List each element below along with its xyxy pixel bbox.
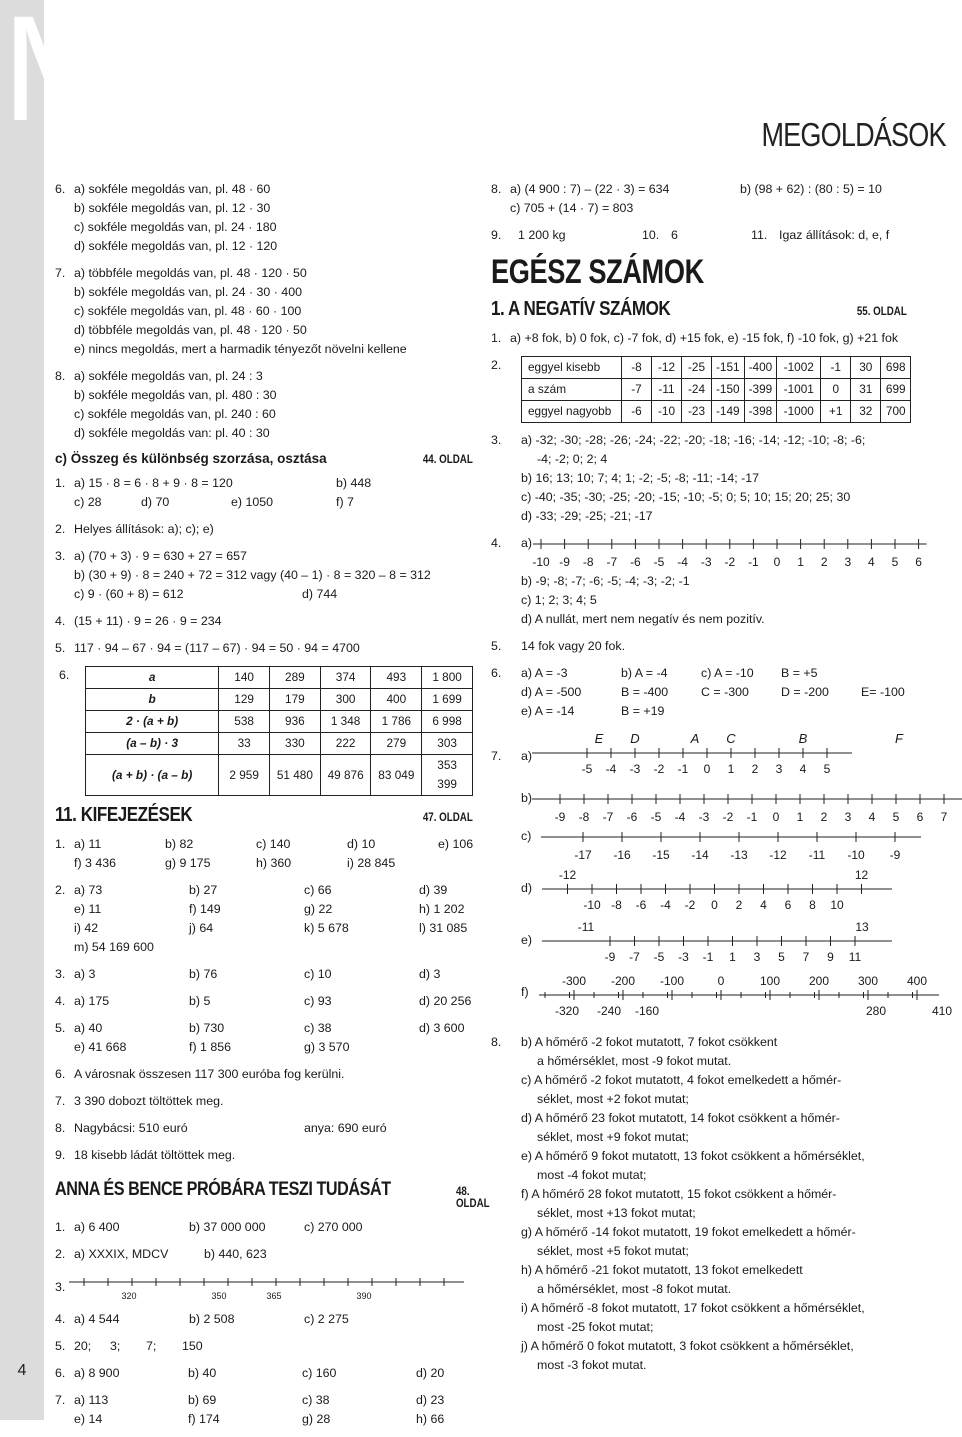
tick-label: 9 [827, 950, 834, 964]
table-cell: 303 [422, 733, 473, 755]
exercise-c2: 2. Helyes állítások: a); c); e) [55, 522, 214, 536]
tick-label: -5 [650, 810, 662, 824]
tick-label: 280 [865, 1004, 886, 1018]
point-letter: A [690, 731, 700, 746]
answer-line: j) A hőmérő 0 fokot mutatott, 3 fokot csökkent a hőmérséklet, [521, 1339, 854, 1353]
table-cell: 400 [371, 689, 422, 711]
table-cell: -10 [652, 401, 682, 423]
tick-label: -12 [558, 868, 577, 882]
tick-label: -9 [889, 848, 901, 862]
table-cell: -24 [682, 379, 712, 401]
exercise-n7: 7. a) -5 -4 -3 -2 -1 0 1 2 3 4 5 E D A C B F b) -9 -8 -7 -6 -5 -4 -3 -2 -1 0 1 2 3 4 5 6 7 c) -17 -16 -15 -14 -13 -12 -11 -10 -9 d) -12 12 -10 -8 -6 -4 -2 0 2 4 6 8 10 e) -11 13 -9 -7 -5 -3 -1 1 3 5 7 9 11 f) -300 -200 -100 0 100 200 300 400 -320 -240 -160 280 410 [491, 729, 953, 1025]
tick-label: 2 [820, 555, 828, 569]
tick-label: -3 [700, 555, 712, 569]
tick-label: -9 [554, 810, 566, 824]
table-cell: -11 [652, 379, 682, 401]
tick-label: -3 [629, 762, 641, 776]
exercise-r9-11: 9. 1 200 kg 10. 6 11. Igaz állítások: d, e, f [491, 228, 890, 242]
answer-line: b) A hőmérő -2 fokot mutatott, 7 fokot csökkent [521, 1035, 778, 1049]
table-cell: -151 [712, 357, 745, 379]
table-row [86, 711, 473, 733]
exercise-k5: 5. a) 40 b) 730 c) 38 d) 3 600 e) 41 668 f) 1 856 g) 3 570 [55, 1021, 465, 1054]
tick-label: -5 [581, 762, 593, 776]
answer-line: i) A hőmérő -8 fokot mutatott, 17 fokot csökkent a hőmérséklet, [521, 1301, 865, 1315]
chapter-title: EGÉSZ SZÁMOK [491, 253, 704, 291]
tick-label: -11 [809, 848, 826, 862]
table-cell: -6 [622, 401, 652, 423]
exercise-c6: 6. a 140 289 374 493 1 800 b 129 179 300 400 1 699 2 · (a + b) 538 936 1 348 1 786 6 998 (a – b) · 3 33 330 222 279 303 (a + b) · (a – b) 2 959 51 480 49 876 83 049 353 399 [55, 666, 473, 796]
tick-label: -1 [748, 555, 759, 569]
exercise-c5: 5. 117 · 94 – 67 · 94 = (117 – 67) · 94 = 50 · 94 = 4700 [55, 641, 360, 655]
tick-label: 3 [844, 555, 852, 569]
table-cell: -23 [682, 401, 712, 423]
table-cell: 700 [881, 401, 911, 423]
answer-line: séklet, most +13 fokot mutat; [537, 1206, 696, 1220]
table-cell: 6 998 [422, 711, 473, 733]
table-cell: 33 [219, 733, 270, 755]
tick-label: -15 [652, 848, 670, 862]
number-line-e [532, 917, 962, 967]
answer-line: most -25 fokot mutat; [537, 1320, 654, 1334]
table-cell: 353 399 [422, 755, 473, 796]
exercise-c3: 3. a) (70 + 3) · 9 = 630 + 27 = 657 b) (30 + 9) · 8 = 240 + 72 = 312 vagy (40 – 1) · 8 = 320 – 8 = 312 c) 9 · (60 + 8) = 612 d) 744 [55, 549, 431, 601]
answer-line: f) A hőmérő 28 fokot mutatott, 15 fokot csökkent a hőmér- [521, 1187, 837, 1201]
row-header: b [86, 689, 219, 711]
number-line-a [532, 729, 962, 787]
table-cell: -25 [682, 357, 712, 379]
answer-line: séklet, most +5 fokot mutat; [537, 1244, 689, 1258]
row-header: a szám [522, 379, 622, 401]
answer-line: d) A hőmérő 23 fokot mutatott, 14 fokot csökkent a hőmér- [521, 1111, 840, 1125]
number-line-row-b [521, 789, 953, 825]
point-letter: E [594, 731, 604, 746]
tick-label: 410 [931, 1004, 952, 1018]
row-header: (a + b) · (a – b) [86, 755, 219, 796]
tick-label: 2 [735, 898, 743, 912]
table-cell: 129 [219, 689, 270, 711]
tick-label: 0 [772, 810, 780, 824]
tick-label: 6 [916, 810, 924, 824]
exercise-r8: 8. a) (4 900 : 7) – (22 · 3) = 634 b) (98 + 62) : (80 : 5) = 10 c) 705 + (14 · 7) = 803 [491, 182, 882, 215]
answer-line: séklet, most +2 fokot mutat; [537, 1092, 689, 1106]
table-cell: 493 [371, 667, 422, 689]
exercise-a3: 3. 320 350 365 390 [55, 1272, 473, 1302]
tick-label: 5 [778, 950, 785, 964]
table-cell: 1 786 [371, 711, 422, 733]
tick-label: -7 [629, 950, 640, 964]
tick-label: -12 [769, 848, 787, 862]
exercise-a7: 7. a) 113 b) 69 c) 38 d) 23 e) 14 f) 174 g) 28 h) 66 [55, 1393, 445, 1426]
exercise-8: 8. a) sokféle megoldás van, pl. 24 : 3 b) sokféle megoldás van, pl. 480 : 30 c) sokféle megoldás van, pl. 240 : 60 d) sokféle megoldás van: pl. 40 : 30 [55, 369, 277, 440]
tick-label: -1 [746, 810, 758, 824]
table-cell: +1 [821, 401, 851, 423]
table-cell: -7 [622, 379, 652, 401]
tick-label: 13 [855, 920, 869, 934]
tick-label: -14 [691, 848, 709, 862]
tick-label: -2 [722, 810, 734, 824]
tick-label: -9 [604, 950, 616, 964]
table-cell: 140 [219, 667, 270, 689]
table-cell: -398 [744, 401, 777, 423]
tick-label: -8 [582, 555, 594, 569]
tick-label: -11 [577, 920, 595, 934]
section-header-negative: 1. A NEGATÍV SZÁMOK 55. OLDAL [491, 298, 907, 320]
tick-label: 390 [356, 1291, 372, 1301]
answer-line: most -4 fokot mutat; [537, 1168, 647, 1182]
answer-line: séklet, most +9 fokot mutat; [537, 1130, 689, 1144]
tick-label: -160 [634, 1004, 659, 1018]
table-cell: -400 [744, 357, 777, 379]
table-cell: -399 [744, 379, 777, 401]
tick-label: 0 [711, 898, 718, 912]
exercise-k7: 7. 3 390 dobozt töltöttek meg. [55, 1094, 224, 1108]
section-header-c: c) Összeg és különbség szorzása, osztása 44. OLDAL [55, 451, 473, 466]
exercise-c4: 4. (15 + 11) · 9 = 26 · 9 = 234 [55, 614, 222, 628]
tick-label: 0 [717, 974, 724, 988]
row-header: eggyel kisebb [522, 357, 622, 379]
tick-label: 1 [797, 555, 804, 569]
exercise-k2: 2. a) 73 b) 27 c) 66 d) 39 e) 11 f) 149 g) 22 h) 1 202 i) 42 j) 64 k) 5 678 l) 31 085 m) 54 169 600 [55, 883, 468, 954]
table-row [86, 667, 473, 689]
tick-label: -5 [653, 950, 665, 964]
tick-label: 6 [784, 898, 792, 912]
part-label: b) [521, 791, 533, 805]
tick-label: -6 [626, 810, 638, 824]
tick-label: 7 [802, 950, 810, 964]
exercise-a5: 5. 20; 3; 7; 150 [55, 1339, 203, 1353]
tick-label: -8 [578, 810, 590, 824]
answer-line: c) A hőmérő -2 fokot mutatott, 4 fokot emelkedett a hőmér- [521, 1073, 842, 1087]
tick-label: 4 [760, 898, 767, 912]
exercise-n1: 1. a) +8 fok, b) 0 fok, c) -7 fok, d) +15 fok, e) -15 fok, f) -10 fok, g) +21 fok [491, 331, 899, 345]
sidebar-strip [0, 0, 121, 1420]
tick-label: 400 [906, 974, 927, 988]
exercise-a1: 1. a) 6 400 b) 37 000 000 c) 270 000 [55, 1220, 363, 1234]
tick-label: -200 [610, 974, 635, 988]
tick-label: 11 [848, 950, 862, 964]
part-label: d) [521, 881, 533, 895]
exercise-k6: 6. A városnak összesen 117 300 euróba fog kerülni. [55, 1067, 345, 1081]
number-line-row-a [521, 729, 953, 787]
table-cell: -1000 [777, 401, 821, 423]
tick-label: -100 [659, 974, 684, 988]
table-cell: 936 [270, 711, 321, 733]
left-column [55, 180, 490, 1437]
tick-label: 3 [775, 762, 783, 776]
tick-label: 365 [266, 1291, 282, 1301]
exercise-k3: 3. a) 3 b) 76 c) 10 d) 3 [55, 967, 441, 981]
table-cell: 1 800 [422, 667, 473, 689]
point-letter: C [726, 731, 736, 746]
tick-label: 3 [753, 950, 761, 964]
table-cell: 330 [270, 733, 321, 755]
number-line-row-d [521, 865, 953, 915]
table-cell: 300 [320, 689, 371, 711]
part-label: e) [521, 933, 533, 947]
row-header: (a – b) · 3 [86, 733, 219, 755]
table-row [522, 401, 911, 423]
tick-label: -17 [574, 848, 592, 862]
tick-label: -4 [677, 555, 688, 569]
tick-label: -240 [596, 1004, 621, 1018]
page-number: 4 [17, 1362, 27, 1379]
tick-label: -3 [698, 810, 710, 824]
table-cell: -1002 [777, 357, 821, 379]
exercise-k1: 1. a) 11 b) 82 c) 140 d) 10 e) 106 f) 3 436 g) 9 175 h) 360 i) 28 845 [55, 837, 474, 870]
tick-label: -10 [532, 555, 550, 569]
exercise-k8: 8. Nagybácsi: 510 euró anya: 690 euró [55, 1121, 387, 1135]
tick-label: 4 [868, 555, 875, 569]
table-cell: 0 [821, 379, 851, 401]
exercise-a6: 6. a) 8 900 b) 40 c) 160 d) 20 [55, 1366, 445, 1380]
tick-label: -6 [635, 898, 647, 912]
table-cell: 83 049 [371, 755, 422, 796]
section-header-anna: ANNA ÉS BENCE PRÓBÁRA TESZI TUDÁSÁT 48. OLDAL [55, 1179, 490, 1210]
point-letter: B [798, 731, 808, 746]
table-cell: 698 [881, 357, 911, 379]
answer-line: h) A hőmérő -21 fokot mutatott, 13 fokot emelkedett [521, 1263, 803, 1277]
answer-line: e) A hőmérő 9 fokot mutatott, 13 fokot csökkent a hőmérséklet, [521, 1149, 865, 1163]
tick-label: -5 [653, 555, 665, 569]
point-letter: D [630, 731, 640, 746]
page-title: MEGOLDÁSOK [761, 116, 946, 153]
row-header: a [86, 667, 219, 689]
tick-label: -7 [602, 810, 614, 824]
table-cell: -1001 [777, 379, 821, 401]
table-cell: 49 876 [320, 755, 371, 796]
table-row [86, 689, 473, 711]
number-line-a3 [69, 1272, 469, 1302]
tick-label: -2 [653, 762, 665, 776]
table-row [86, 733, 473, 755]
exercise-n3: 3. a) -32; -30; -28; -26; -24; -22; -20; -18; -16; -14; -12; -10; -8; -6; -4; -2; 0; 2; 4 b) 16; 13; 10; 7; 4; 1; -2; -5; -8; -11; -14; -17 c) -40; -35; -30; -25; -20; -15; -10; -5; 0; 5; 10; 15; 20; 25; 30 d) -33; -29; -25; -21; -17 [491, 433, 866, 523]
table-cell: -12 [652, 357, 682, 379]
number-line-n4 [533, 534, 953, 570]
tick-label: 6 [915, 555, 922, 569]
exercise-n5: 5. 14 fok vagy 20 fok. [491, 639, 626, 653]
tick-label: -10 [583, 898, 601, 912]
tick-label: 10 [830, 898, 844, 912]
tick-label: 1 [729, 950, 736, 964]
tick-label: 1 [727, 762, 735, 776]
tick-label: -2 [684, 898, 696, 912]
section-header-11: 11. KIFEJEZÉSEK 47. OLDAL [55, 804, 473, 826]
tick-label: -8 [611, 898, 622, 912]
tick-label: 12 [854, 868, 869, 882]
number-line-c [531, 827, 961, 863]
table-cell: -8 [622, 357, 652, 379]
number-line-row-c [521, 827, 953, 863]
exercise-k4: 4. a) 175 b) 5 c) 93 d) 20 256 [55, 994, 472, 1008]
answer-line: g) A hőmérő -14 fokot mutatott, 19 fokot emelkedett a hőmér- [521, 1225, 856, 1239]
tick-label: 5 [892, 810, 900, 824]
tick-label: -10 [847, 848, 865, 862]
tick-label: -16 [613, 848, 631, 862]
table-cell: 699 [881, 379, 911, 401]
number-line-b [532, 789, 962, 825]
table-cell: -150 [712, 379, 745, 401]
table-row [86, 755, 473, 796]
table-cell: 1 699 [422, 689, 473, 711]
tick-label: -2 [724, 555, 736, 569]
tick-label: 4 [868, 810, 876, 824]
values-table [85, 666, 473, 796]
tick-label: 8 [809, 898, 816, 912]
tick-label: -3 [678, 950, 689, 964]
table-cell: 289 [270, 667, 321, 689]
tick-label: -4 [660, 898, 671, 912]
tick-label: 100 [759, 974, 780, 988]
table-cell: 2 959 [219, 755, 270, 796]
right-column [491, 180, 953, 1383]
tick-label: 200 [808, 974, 829, 988]
table-cell: 374 [320, 667, 371, 689]
table-cell: 30 [851, 357, 881, 379]
tick-label: 300 [857, 974, 878, 988]
exercise-n6: 6. a) A = -3 b) A = -4 c) A = -10 B = +5 d) A = -500 B = -400 C = -300 D = -200 E= -100 e) A = -14 B = +19 [491, 666, 905, 718]
exercise-n8: 8. b) A hőmérő -2 fokot mutatott, 7 fokot csökkent a hőmérséklet, most -9 fokot mutat. c) A hőmérő -2 fokot mutatott, 4 fokot emelkedett a hőmér- séklet, most +2 fokot mutat; d) A hőmérő 23 fokot mutatott, 14 fokot csökkent a hőmér- séklet, most +9 fokot mutat; e) A hőmérő 9 fokot mutatott, 13 fokot csökkent a hőmérséklet, most -4 fokot mutat; f) A hőmérő 28 fokot mutatott, 15 fokot csökkent a hőmér- séklet, most +13 fokot mutat; g) A hőmérő -14 fokot mutatott, 19 fokot emelkedett a hőmér- séklet, most +5 fokot mutat; h) A hőmérő -21 fokot mutatott, 13 fokot emelkedett a hőmérséklet, most -8 fokot mutat. i) A hőmérő -8 fokot mutatott, 17 fokot csökkent a hőmérséklet, most -25 fokot mutat; j) A hőmérő 0 fokot mutatott, 3 fokot csökkent a hőmérséklet, most -3 fokot mutat. [491, 1033, 953, 1375]
tick-label: 5 [823, 762, 831, 776]
tick-label: 5 [891, 555, 899, 569]
tick-label: -7 [606, 555, 618, 569]
tick-label: 0 [703, 762, 711, 776]
table-cell: 179 [270, 689, 321, 711]
tick-label: 350 [211, 1291, 227, 1301]
part-label: f) [521, 985, 529, 999]
tick-label: -4 [674, 810, 686, 824]
number-line-row-f [521, 969, 953, 1025]
tick-label: -300 [561, 974, 586, 988]
tick-label: -4 [605, 762, 617, 776]
exercise-a2: 2. a) XXXIX, MDCV b) 440, 623 [55, 1247, 267, 1261]
tick-label: -1 [677, 762, 689, 776]
exercise-c1: 1. a) 15 · 8 = 6 · 8 + 9 · 8 = 120 b) 448 c) 28 d) 70 e) 1050 f) 7 [55, 476, 372, 509]
part-label: c) [521, 829, 532, 843]
tick-label: 2 [820, 810, 828, 824]
row-header: 2 · (a + b) [86, 711, 219, 733]
table-row [522, 357, 911, 379]
table-row [522, 379, 911, 401]
answer-line: a hőmérséklet, most -9 fokot mutat. [537, 1054, 732, 1068]
table-cell: 51 480 [270, 755, 321, 796]
table-cell: 222 [320, 733, 371, 755]
tick-label: 320 [121, 1291, 137, 1301]
table-cell: 31 [851, 379, 881, 401]
tick-label: 0 [773, 555, 781, 569]
number-line-f [529, 969, 959, 1025]
tick-label: 7 [940, 810, 948, 824]
tick-label: 3 [844, 810, 852, 824]
part-label: a) [521, 749, 533, 763]
point-letter: F [895, 731, 904, 746]
table-cell: 1 348 [320, 711, 371, 733]
answer-line: most -3 fokot mutat. [537, 1358, 647, 1372]
exercise-k9: 9. 18 kisebb ládát töltöttek meg. [55, 1148, 236, 1162]
answer-line: a hőmérséklet, most -8 fokot mutat. [537, 1282, 732, 1296]
number-line-d [532, 865, 962, 915]
exercise-n4: 4. a) -10 -9 -8 -7 -6 -5 -4 -3 -2 -1 0 1 2 3 4 5 6 b) -9; -8; -7; -6; -5; -4; -3; -2; -1 c) 1; 2; 3; 4; 5 d) A nullát, mert nem negatív és nem pozitív. [491, 534, 953, 629]
row-header: eggyel nagyobb [522, 401, 622, 423]
chapter-letter: M [2, 0, 121, 152]
tick-label: -6 [630, 555, 641, 569]
tick-label: -13 [730, 848, 748, 862]
number-line-row-e [521, 917, 953, 967]
tick-label: -320 [554, 1004, 579, 1018]
table-cell: -149 [712, 401, 745, 423]
tick-label: -9 [559, 555, 570, 569]
exercise-7: 7. a) többféle megoldás van, pl. 48 · 120 · 50 b) sokféle megoldás van, pl. 24 · 30 · 400 c) sokféle megoldás van, pl. 48 · 60 · 100 d) többféle megoldás van, pl. 48 · 120 · 50 e) nincs megoldás, mert a harmadik tényezőt növelni kellene [55, 266, 407, 356]
tick-label: -1 [702, 950, 714, 964]
tick-label: 4 [799, 762, 807, 776]
table-cell: 32 [851, 401, 881, 423]
neighbours-table [521, 356, 911, 423]
exercise-6: 6. a) sokféle megoldás van, pl. 48 · 60 b) sokféle megoldás van, pl. 12 · 30 c) sokféle megoldás van, pl. 24 · 180 d) sokféle megoldás van, pl. 12 · 120 [55, 182, 278, 253]
tick-label: 2 [751, 762, 759, 776]
table-cell: 279 [371, 733, 422, 755]
table-cell: 538 [219, 711, 270, 733]
exercise-a4: 4. a) 4 544 b) 2 508 c) 2 275 [55, 1312, 349, 1326]
table-cell: -1 [821, 357, 851, 379]
tick-label: 1 [796, 810, 804, 824]
exercise-n2: 2. eggyel kisebb -8 -12 -25 -151 -400 -1002 -1 30 698 a szám -7 -11 -24 -150 -399 -1001 0 31 699 eggyel nagyobb -6 -10 -23 -149 -398 -1000 +1 32 700 [491, 356, 953, 423]
